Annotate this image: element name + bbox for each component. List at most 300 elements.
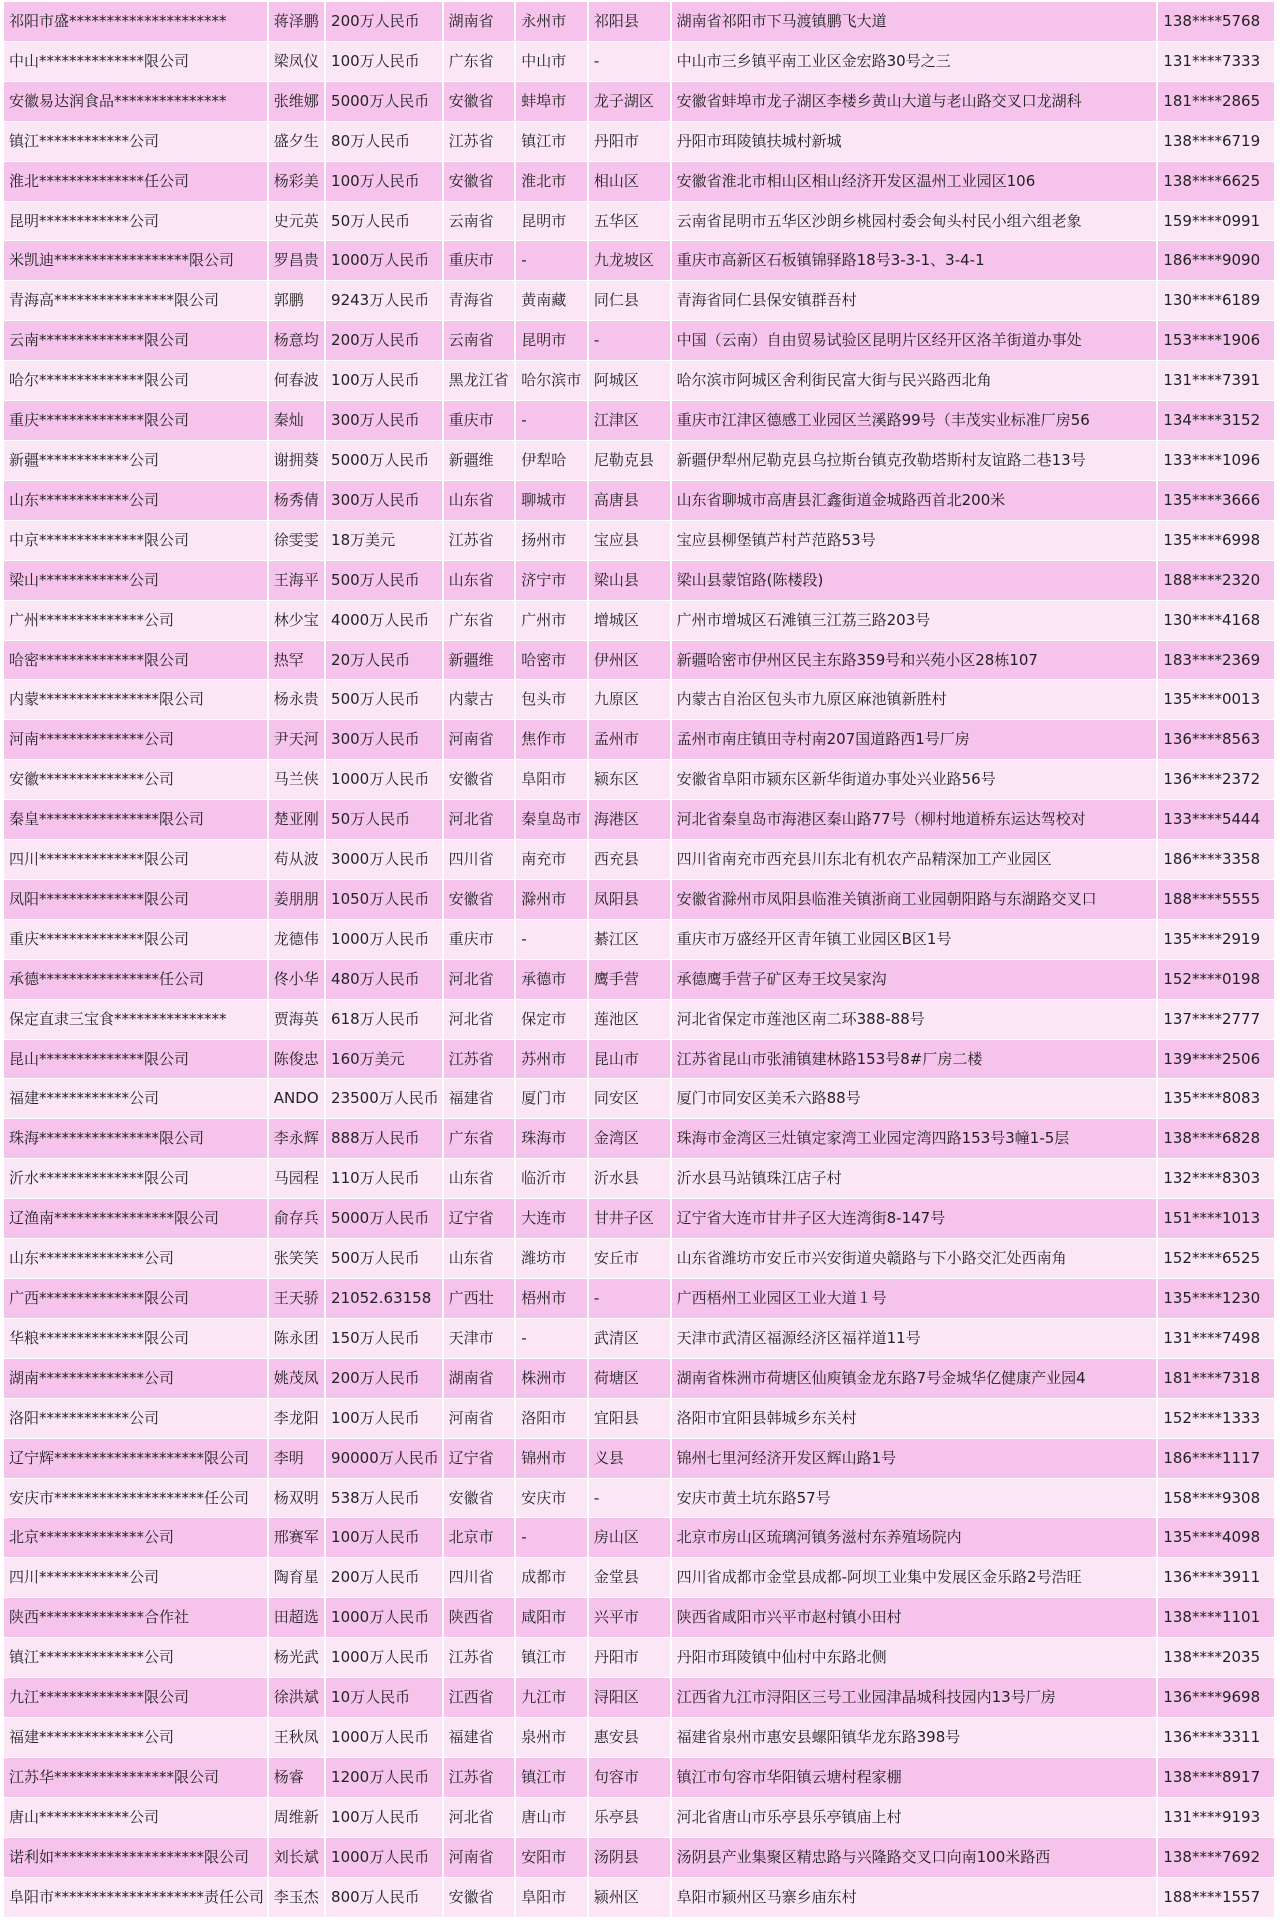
company-name-cell: 四川**************限公司 <box>4 840 268 880</box>
address-cell: 四川省成都市金堂县成都-阿坝工业集中发展区金乐路2号浩旺 <box>671 1558 1158 1598</box>
city-cell: 阜阳市 <box>515 1877 588 1917</box>
province-cell: 陕西省 <box>443 1598 516 1638</box>
registered-capital-cell: 1000万人民币 <box>325 919 443 959</box>
address-cell: 重庆市江津区德感工业园区兰溪路99号（丰茂实业标准厂房56 <box>671 401 1158 441</box>
province-cell: 辽宁省 <box>443 1438 516 1478</box>
company-name-cell: 洛阳************公司 <box>4 1398 268 1438</box>
registered-capital-cell: 618万人民币 <box>325 999 443 1039</box>
province-cell: 河北省 <box>443 1797 516 1837</box>
phone-cell: 131****7391 <box>1157 361 1275 401</box>
city-cell: 哈密市 <box>515 640 588 680</box>
province-cell: 广西壮 <box>443 1279 516 1319</box>
address-cell: 广西梧州工业园区工业大道１号 <box>671 1279 1158 1319</box>
company-name-cell: 陕西**************合作社 <box>4 1598 268 1638</box>
address-cell: 新疆哈密市伊州区民主东路359号和兴苑小区28栋107 <box>671 640 1158 680</box>
registered-capital-cell: 5000万人民币 <box>325 81 443 121</box>
phone-cell: 131****7333 <box>1157 41 1275 81</box>
province-cell: 江苏省 <box>443 121 516 161</box>
legal-rep-cell: 杨意均 <box>268 321 325 361</box>
address-cell: 哈尔滨市阿城区舍利街民富大街与民兴路西北角 <box>671 361 1158 401</box>
registered-capital-cell: 21052.63158 <box>325 1279 443 1319</box>
city-cell: 淮北市 <box>515 161 588 201</box>
address-cell: 河北省秦皇岛市海港区秦山路77号（柳村地道桥东运达驾校对 <box>671 800 1158 840</box>
district-cell: - <box>588 1279 671 1319</box>
address-cell: 辽宁省大连市甘井子区大连湾街8-147号 <box>671 1199 1158 1239</box>
address-cell: 宝应县柳堡镇芦村芦范路53号 <box>671 520 1158 560</box>
company-name-cell: 保定直隶三宝食*************** <box>4 999 268 1039</box>
city-cell: 包头市 <box>515 680 588 720</box>
table-row <box>4 1279 1275 1319</box>
registered-capital-cell: 1050万人民币 <box>325 879 443 919</box>
province-cell: 河南省 <box>443 720 516 760</box>
phone-cell: 159****0991 <box>1157 201 1275 241</box>
table-row <box>4 1039 1275 1079</box>
table-row <box>4 1518 1275 1558</box>
phone-cell: 152****0198 <box>1157 959 1275 999</box>
legal-rep-cell: 罗昌贵 <box>268 241 325 281</box>
table-row <box>4 2 1275 41</box>
address-cell: 江苏省昆山市张浦镇建林路153号8#厂房二楼 <box>671 1039 1158 1079</box>
city-cell: 洛阳市 <box>515 1398 588 1438</box>
district-cell: 荷塘区 <box>588 1358 671 1398</box>
address-cell: 陕西省咸阳市兴平市赵村镇小田村 <box>671 1598 1158 1638</box>
legal-rep-cell: 邢赛军 <box>268 1518 325 1558</box>
company-name-cell: 福建**************公司 <box>4 1717 268 1757</box>
legal-rep-cell: 佟小华 <box>268 959 325 999</box>
province-cell: 黑龙江省 <box>443 361 516 401</box>
district-cell: 九龙坡区 <box>588 241 671 281</box>
legal-rep-cell: 徐雯雯 <box>268 520 325 560</box>
district-cell: 颍州区 <box>588 1877 671 1917</box>
phone-cell: 138****5768 <box>1157 2 1275 41</box>
district-cell: 同安区 <box>588 1079 671 1119</box>
district-cell: - <box>588 321 671 361</box>
city-cell: 镇江市 <box>515 1638 588 1678</box>
address-cell: 河北省唐山市乐亭县乐亭镇庙上村 <box>671 1797 1158 1837</box>
address-cell: 江西省九江市浔阳区三号工业园津晶城科技园内13号厂房 <box>671 1678 1158 1718</box>
city-cell: 承德市 <box>515 959 588 999</box>
phone-cell: 186****9090 <box>1157 241 1275 281</box>
province-cell: 安徽省 <box>443 1478 516 1518</box>
registered-capital-cell: 1200万人民币 <box>325 1757 443 1797</box>
city-cell: 哈尔滨市 <box>515 361 588 401</box>
company-name-cell: 镇江**************公司 <box>4 1638 268 1678</box>
legal-rep-cell: 热罕 <box>268 640 325 680</box>
registered-capital-cell: 1000万人民币 <box>325 1598 443 1638</box>
city-cell: 焦作市 <box>515 720 588 760</box>
address-cell: 安徽省淮北市相山区相山经济开发区温州工业园区106 <box>671 161 1158 201</box>
city-cell: - <box>515 919 588 959</box>
city-cell: 秦皇岛市 <box>515 800 588 840</box>
registered-capital-cell: 100万人民币 <box>325 41 443 81</box>
registered-capital-cell: 50万人民币 <box>325 201 443 241</box>
table-row <box>4 1797 1275 1837</box>
phone-cell: 188****2320 <box>1157 560 1275 600</box>
city-cell: 永州市 <box>515 2 588 41</box>
district-cell: 阿城区 <box>588 361 671 401</box>
registered-capital-cell: 300万人民币 <box>325 401 443 441</box>
district-cell: 孟州市 <box>588 720 671 760</box>
phone-cell: 135****3666 <box>1157 480 1275 520</box>
district-cell: 义县 <box>588 1438 671 1478</box>
address-cell: 安徽省滁州市凤阳县临淮关镇浙商工业园朝阳路与东湖路交叉口 <box>671 879 1158 919</box>
province-cell: 云南省 <box>443 201 516 241</box>
city-cell: 临沂市 <box>515 1159 588 1199</box>
legal-rep-cell: 李玉杰 <box>268 1877 325 1917</box>
registered-capital-cell: 100万人民币 <box>325 161 443 201</box>
address-cell: 内蒙古自治区包头市九原区麻池镇新胜村 <box>671 680 1158 720</box>
registered-capital-cell: 480万人民币 <box>325 959 443 999</box>
registered-capital-cell: 538万人民币 <box>325 1478 443 1518</box>
table-row <box>4 1239 1275 1279</box>
phone-cell: 152****6525 <box>1157 1239 1275 1279</box>
province-cell: 新疆维 <box>443 640 516 680</box>
phone-cell: 181****7318 <box>1157 1358 1275 1398</box>
registered-capital-cell: 1000万人民币 <box>325 1717 443 1757</box>
phone-cell: 153****1906 <box>1157 321 1275 361</box>
table-row <box>4 281 1275 321</box>
district-cell: 同仁县 <box>588 281 671 321</box>
table-row <box>4 1318 1275 1358</box>
legal-rep-cell: 郭鹏 <box>268 281 325 321</box>
legal-rep-cell: 林少宝 <box>268 600 325 640</box>
legal-rep-cell: 李明 <box>268 1438 325 1478</box>
address-cell: 承德鹰手营子矿区寿王坟吴家沟 <box>671 959 1158 999</box>
table-row <box>4 361 1275 401</box>
province-cell: 四川省 <box>443 840 516 880</box>
company-name-cell: 河南**************公司 <box>4 720 268 760</box>
table-row <box>4 1478 1275 1518</box>
city-cell: 镇江市 <box>515 1757 588 1797</box>
district-cell: 昆山市 <box>588 1039 671 1079</box>
registered-capital-cell: 200万人民币 <box>325 1558 443 1598</box>
district-cell: 龙子湖区 <box>588 81 671 121</box>
city-cell: 滁州市 <box>515 879 588 919</box>
registered-capital-cell: 1000万人民币 <box>325 241 443 281</box>
district-cell: 汤阴县 <box>588 1837 671 1877</box>
legal-rep-cell: 陈俊忠 <box>268 1039 325 1079</box>
table-row <box>4 1358 1275 1398</box>
province-cell: 安徽省 <box>443 81 516 121</box>
company-name-cell: 广西**************限公司 <box>4 1279 268 1319</box>
district-cell: 金堂县 <box>588 1558 671 1598</box>
registered-capital-cell: 300万人民币 <box>325 720 443 760</box>
registered-capital-cell: 800万人民币 <box>325 1877 443 1917</box>
phone-cell: 138****6625 <box>1157 161 1275 201</box>
district-cell: 尼勒克县 <box>588 440 671 480</box>
province-cell: 安徽省 <box>443 161 516 201</box>
registered-capital-cell: 5000万人民币 <box>325 1199 443 1239</box>
legal-rep-cell: 秦灿 <box>268 401 325 441</box>
city-cell: 泉州市 <box>515 1717 588 1757</box>
company-name-cell: 辽渔南****************限公司 <box>4 1199 268 1239</box>
registered-capital-cell: 160万美元 <box>325 1039 443 1079</box>
address-cell: 安徽省阜阳市颍东区新华街道办事处兴业路56号 <box>671 760 1158 800</box>
phone-cell: 186****3358 <box>1157 840 1275 880</box>
address-cell: 天津市武清区福源经济区福祥道11号 <box>671 1318 1158 1358</box>
district-cell: 金湾区 <box>588 1119 671 1159</box>
legal-rep-cell: 姚茂凤 <box>268 1358 325 1398</box>
registered-capital-cell: 200万人民币 <box>325 321 443 361</box>
province-cell: 广东省 <box>443 41 516 81</box>
province-cell: 河北省 <box>443 959 516 999</box>
company-name-cell: 中京**************限公司 <box>4 520 268 560</box>
district-cell: 惠安县 <box>588 1717 671 1757</box>
province-cell: 重庆市 <box>443 401 516 441</box>
province-cell: 广东省 <box>443 1119 516 1159</box>
registered-capital-cell: 500万人民币 <box>325 1239 443 1279</box>
table-row <box>4 201 1275 241</box>
city-cell: 大连市 <box>515 1199 588 1239</box>
phone-cell: 183****2369 <box>1157 640 1275 680</box>
table-row <box>4 1638 1275 1678</box>
table-row <box>4 401 1275 441</box>
company-name-cell: 秦皇****************限公司 <box>4 800 268 840</box>
company-name-cell: 安徽**************公司 <box>4 760 268 800</box>
legal-rep-cell: 何春波 <box>268 361 325 401</box>
registered-capital-cell: 18万美元 <box>325 520 443 560</box>
district-cell: 增城区 <box>588 600 671 640</box>
district-cell: 綦江区 <box>588 919 671 959</box>
phone-cell: 132****8303 <box>1157 1159 1275 1199</box>
city-cell: 蚌埠市 <box>515 81 588 121</box>
registered-capital-cell: 100万人民币 <box>325 1518 443 1558</box>
registered-capital-cell: 5000万人民币 <box>325 440 443 480</box>
company-name-cell: 沂水**************限公司 <box>4 1159 268 1199</box>
city-cell: - <box>515 241 588 281</box>
phone-cell: 138****6828 <box>1157 1119 1275 1159</box>
table-row <box>4 959 1275 999</box>
address-cell: 湖南省祁阳市下马渡镇鹏飞大道 <box>671 2 1158 41</box>
company-name-cell: 米凯迪******************限公司 <box>4 241 268 281</box>
table-row <box>4 640 1275 680</box>
district-cell: 句容市 <box>588 1757 671 1797</box>
legal-rep-cell: 尹天河 <box>268 720 325 760</box>
legal-rep-cell: 杨睿 <box>268 1757 325 1797</box>
address-cell: 山东省聊城市高唐县汇鑫街道金城路西首北200米 <box>671 480 1158 520</box>
province-cell: 福建省 <box>443 1717 516 1757</box>
table-row <box>4 1558 1275 1598</box>
address-cell: 福建省泉州市惠安县螺阳镇华龙东路398号 <box>671 1717 1158 1757</box>
province-cell: 河北省 <box>443 999 516 1039</box>
address-cell: 厦门市同安区美禾六路88号 <box>671 1079 1158 1119</box>
district-cell: 梁山县 <box>588 560 671 600</box>
registered-capital-cell: 10万人民币 <box>325 1678 443 1718</box>
address-cell: 云南省昆明市五华区沙朗乡桃园村委会甸头村民小组六组老象 <box>671 201 1158 241</box>
table-row <box>4 760 1275 800</box>
legal-rep-cell: 马园程 <box>268 1159 325 1199</box>
legal-rep-cell: 蒋泽鹏 <box>268 2 325 41</box>
registered-capital-cell: 80万人民币 <box>325 121 443 161</box>
phone-cell: 130****6189 <box>1157 281 1275 321</box>
company-name-cell: 诺利如********************限公司 <box>4 1837 268 1877</box>
company-name-cell: 重庆**************限公司 <box>4 401 268 441</box>
district-cell: 凤阳县 <box>588 879 671 919</box>
registered-capital-cell: 4000万人民币 <box>325 600 443 640</box>
registered-capital-cell: 20万人民币 <box>325 640 443 680</box>
legal-rep-cell: ANDO <box>268 1079 325 1119</box>
company-name-cell: 承德****************任公司 <box>4 959 268 999</box>
legal-rep-cell: 楚亚刚 <box>268 800 325 840</box>
table-row <box>4 800 1275 840</box>
city-cell: 安庆市 <box>515 1478 588 1518</box>
address-cell: 新疆伊犁州尼勒克县乌拉斯台镇克孜勒塔斯村友谊路二巷13号 <box>671 440 1158 480</box>
company-name-cell: 凤阳**************限公司 <box>4 879 268 919</box>
province-cell: 湖南省 <box>443 1358 516 1398</box>
company-name-cell: 淮北**************任公司 <box>4 161 268 201</box>
legal-rep-cell: 杨双明 <box>268 1478 325 1518</box>
district-cell: 江津区 <box>588 401 671 441</box>
province-cell: 江苏省 <box>443 1638 516 1678</box>
legal-rep-cell: 杨秀倩 <box>268 480 325 520</box>
city-cell: 保定市 <box>515 999 588 1039</box>
district-cell: 甘井子区 <box>588 1199 671 1239</box>
registered-capital-cell: 150万人民币 <box>325 1318 443 1358</box>
table-row <box>4 440 1275 480</box>
legal-rep-cell: 盛夕生 <box>268 121 325 161</box>
table-row <box>4 480 1275 520</box>
city-cell: 聊城市 <box>515 480 588 520</box>
phone-cell: 133****5444 <box>1157 800 1275 840</box>
phone-cell: 131****7498 <box>1157 1318 1275 1358</box>
table-row <box>4 560 1275 600</box>
company-name-cell: 中山**************限公司 <box>4 41 268 81</box>
province-cell: 山东省 <box>443 1239 516 1279</box>
province-cell: 河南省 <box>443 1398 516 1438</box>
city-cell: 成都市 <box>515 1558 588 1598</box>
address-cell: 孟州市南庄镇田寺村南207国道路西1号厂房 <box>671 720 1158 760</box>
phone-cell: 188****5555 <box>1157 879 1275 919</box>
phone-cell: 152****1333 <box>1157 1398 1275 1438</box>
city-cell: 珠海市 <box>515 1119 588 1159</box>
district-cell: 浔阳区 <box>588 1678 671 1718</box>
province-cell: 广东省 <box>443 600 516 640</box>
province-cell: 重庆市 <box>443 241 516 281</box>
registered-capital-cell: 9243万人民币 <box>325 281 443 321</box>
table-row <box>4 1079 1275 1119</box>
city-cell: - <box>515 1518 588 1558</box>
province-cell: 江西省 <box>443 1678 516 1718</box>
table-row <box>4 81 1275 121</box>
district-cell: 丹阳市 <box>588 121 671 161</box>
district-cell: 西充县 <box>588 840 671 880</box>
address-cell: 中山市三乡镇平南工业区金宏路30号之三 <box>671 41 1158 81</box>
company-name-cell: 山东************公司 <box>4 480 268 520</box>
district-cell: 鹰手营 <box>588 959 671 999</box>
table-row <box>4 879 1275 919</box>
phone-cell: 135****2919 <box>1157 919 1275 959</box>
phone-cell: 138****1101 <box>1157 1598 1275 1638</box>
city-cell: 济宁市 <box>515 560 588 600</box>
legal-rep-cell: 陈永团 <box>268 1318 325 1358</box>
city-cell: 梧州市 <box>515 1279 588 1319</box>
registered-capital-cell: 500万人民币 <box>325 560 443 600</box>
phone-cell: 138****6719 <box>1157 121 1275 161</box>
province-cell: 天津市 <box>443 1318 516 1358</box>
province-cell: 安徽省 <box>443 879 516 919</box>
table-row <box>4 1119 1275 1159</box>
table-row <box>4 1199 1275 1239</box>
table-row <box>4 600 1275 640</box>
city-cell: - <box>515 1318 588 1358</box>
phone-cell: 181****2865 <box>1157 81 1275 121</box>
address-cell: 河北省保定市莲池区南二环388-88号 <box>671 999 1158 1039</box>
phone-cell: 136****9698 <box>1157 1678 1275 1718</box>
city-cell: 中山市 <box>515 41 588 81</box>
legal-rep-cell: 苟从波 <box>268 840 325 880</box>
table-row <box>4 241 1275 281</box>
province-cell: 河南省 <box>443 1837 516 1877</box>
city-cell: 九江市 <box>515 1678 588 1718</box>
address-cell: 洛阳市宜阳县韩城乡东关村 <box>671 1398 1158 1438</box>
registered-capital-cell: 200万人民币 <box>325 2 443 41</box>
phone-cell: 151****1013 <box>1157 1199 1275 1239</box>
address-cell: 重庆市高新区石板镇锦驿路18号3-3-1、3-4-1 <box>671 241 1158 281</box>
district-cell: 沂水县 <box>588 1159 671 1199</box>
phone-cell: 135****6998 <box>1157 520 1275 560</box>
table-row <box>4 1877 1275 1917</box>
table-row <box>4 520 1275 560</box>
province-cell: 山东省 <box>443 480 516 520</box>
province-cell: 安徽省 <box>443 1877 516 1917</box>
company-name-cell: 昆山**************限公司 <box>4 1039 268 1079</box>
district-cell: 安丘市 <box>588 1239 671 1279</box>
legal-rep-cell: 李龙阳 <box>268 1398 325 1438</box>
phone-cell: 136****3311 <box>1157 1717 1275 1757</box>
company-name-cell: 湖南**************公司 <box>4 1358 268 1398</box>
company-name-cell: 江苏华****************限公司 <box>4 1757 268 1797</box>
legal-rep-cell: 田超选 <box>268 1598 325 1638</box>
phone-cell: 138****2035 <box>1157 1638 1275 1678</box>
province-cell: 山东省 <box>443 560 516 600</box>
district-cell: 宜阳县 <box>588 1398 671 1438</box>
city-cell: 镇江市 <box>515 121 588 161</box>
address-cell: 四川省南充市西充县川东北有机农产品精深加工产业园区 <box>671 840 1158 880</box>
legal-rep-cell: 王秋凤 <box>268 1717 325 1757</box>
address-cell: 丹阳市珥陵镇扶城村新城 <box>671 121 1158 161</box>
district-cell: 颍东区 <box>588 760 671 800</box>
legal-rep-cell: 杨永贵 <box>268 680 325 720</box>
phone-cell: 137****2777 <box>1157 999 1275 1039</box>
table-row <box>4 41 1275 81</box>
registered-capital-cell: 1000万人民币 <box>325 1837 443 1877</box>
legal-rep-cell: 马兰侠 <box>268 760 325 800</box>
legal-rep-cell: 王海平 <box>268 560 325 600</box>
company-name-cell: 青海高****************限公司 <box>4 281 268 321</box>
registered-capital-cell: 300万人民币 <box>325 480 443 520</box>
company-name-cell: 云南**************限公司 <box>4 321 268 361</box>
legal-rep-cell: 史元英 <box>268 201 325 241</box>
address-cell: 梁山县蒙馆路(陈楼段) <box>671 560 1158 600</box>
address-cell: 珠海市金湾区三灶镇定家湾工业园定湾四路153号3幢1-5层 <box>671 1119 1158 1159</box>
city-cell: 黄南藏 <box>515 281 588 321</box>
company-table <box>4 2 1276 1918</box>
city-cell: 锦州市 <box>515 1438 588 1478</box>
legal-rep-cell: 龙德伟 <box>268 919 325 959</box>
district-cell: 房山区 <box>588 1518 671 1558</box>
city-cell: 株洲市 <box>515 1358 588 1398</box>
city-cell: 广州市 <box>515 600 588 640</box>
district-cell: 兴平市 <box>588 1598 671 1638</box>
district-cell: 宝应县 <box>588 520 671 560</box>
registered-capital-cell: 1000万人民币 <box>325 1638 443 1678</box>
company-name-cell: 昆明************公司 <box>4 201 268 241</box>
province-cell: 福建省 <box>443 1079 516 1119</box>
province-cell: 新疆维 <box>443 440 516 480</box>
district-cell: - <box>588 1478 671 1518</box>
company-name-cell: 北京**************公司 <box>4 1518 268 1558</box>
company-name-cell: 新疆************公司 <box>4 440 268 480</box>
